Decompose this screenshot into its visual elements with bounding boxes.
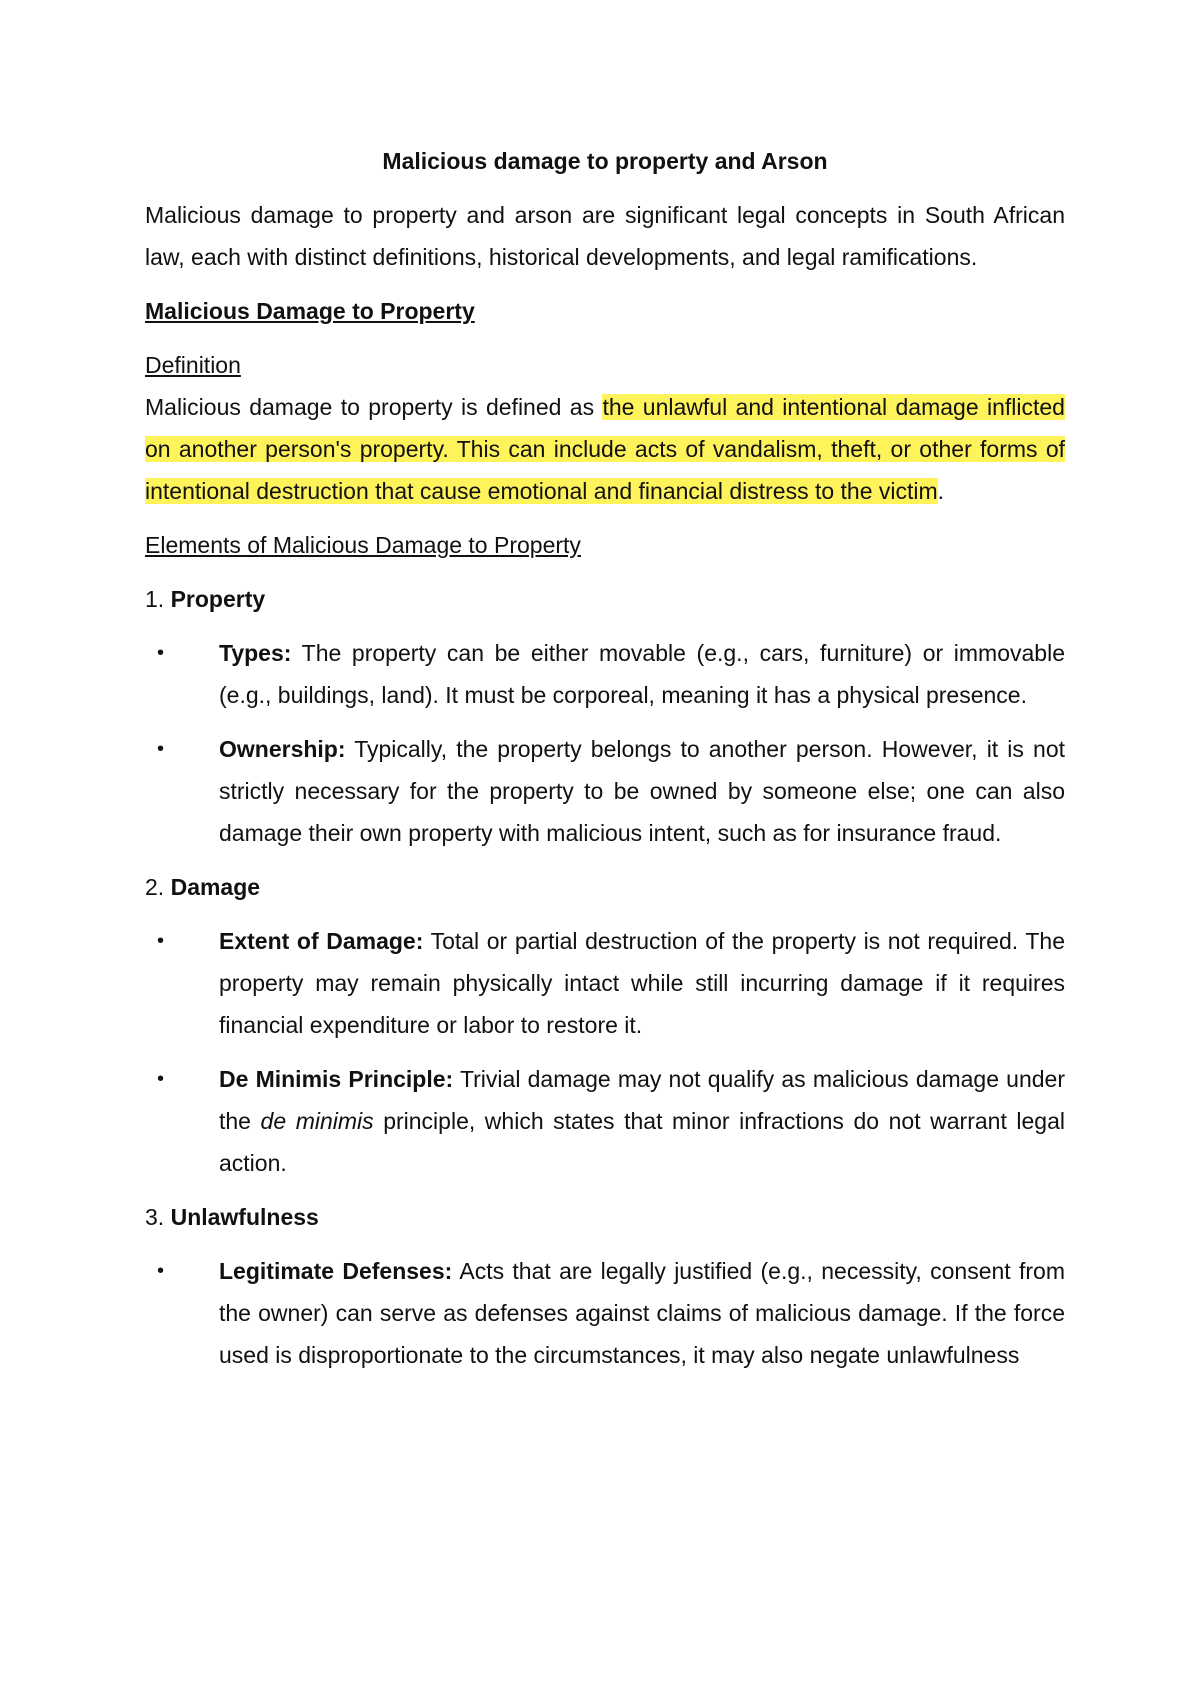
element-name: Unlawfulness	[170, 1204, 319, 1230]
element-heading-property	[145, 578, 1065, 620]
bullet-text: Typically, the property belongs to another person. However, it is not strictly necessary for the property to be owned by someone else; one can also damage their own property with malicious intent, such as for insurance fraud.	[219, 736, 1065, 846]
element-heading-damage	[145, 866, 1065, 908]
bullet-term: Ownership:	[219, 736, 346, 762]
bullet-icon: •	[157, 1068, 165, 1090]
bullet-text-after: principle, which states that minor infractions do not warrant legal action.	[219, 1108, 1066, 1176]
bullet-text: Total or partial destruction of the property is not required. The property may remain physically intact while still incurring damage if it requires financial expenditure or labor to restore it.	[219, 928, 1065, 1038]
element-number: 2.	[145, 874, 165, 900]
bullet-icon: •	[157, 1260, 165, 1282]
definition-paragraph	[145, 386, 1065, 512]
element-name: Property	[170, 586, 266, 612]
bullet-italic-term: de minimis	[260, 1108, 374, 1134]
definition-heading: Definition	[145, 352, 241, 378]
bullet-item	[145, 632, 1065, 716]
intro-paragraph: Malicious damage to property and arson are significant legal concepts in South African law, each with distinct definitions, historical developments, and legal ramifications.	[145, 202, 1065, 270]
bullet-item	[145, 920, 1065, 1046]
bullet-text: The property can be either movable (e.g., cars, furniture) or immovable (e.g., buildings, land). It must be corporeal, meaning it has a physical presence.	[219, 640, 1065, 708]
element-bullets-unlawfulness	[145, 1250, 1065, 1376]
element-bullets-property	[145, 632, 1065, 854]
elements-heading: Elements of Malicious Damage to Property	[145, 532, 581, 558]
element-bullets-damage	[145, 920, 1065, 1184]
bullet-icon: •	[157, 738, 165, 760]
definition-highlight: the unlawful and intentional damage inflicted on another person's property. This can include acts of vandalism, theft, or other forms of intentional destruction that cause emotional and financial distress to the victim	[145, 394, 1065, 504]
document-page	[145, 140, 1065, 1388]
element-heading-unlawfulness	[145, 1196, 1065, 1238]
bullet-icon: •	[157, 642, 165, 664]
element-number: 3.	[145, 1204, 165, 1230]
bullet-item	[145, 1250, 1065, 1376]
section-heading: Malicious Damage to Property	[145, 298, 475, 324]
bullet-item	[145, 728, 1065, 854]
bullet-text: Acts that are legally justified (e.g., necessity, consent from the owner) can serve as defenses against claims of malicious damage. If the force used is disproportionate to the circumstances, it may also negate unlawfulness	[219, 1258, 1065, 1368]
document-title: Malicious damage to property and Arson	[382, 148, 828, 174]
bullet-term: Types:	[219, 640, 292, 666]
definition-text-after: .	[937, 478, 945, 504]
bullet-icon: •	[157, 930, 165, 952]
definition-text-before: Malicious damage to property is defined as	[145, 394, 603, 420]
element-number: 1.	[145, 586, 165, 612]
bullet-term: Legitimate Defenses:	[219, 1258, 453, 1284]
bullet-term: Extent of Damage:	[219, 928, 424, 954]
element-name: Damage	[170, 874, 261, 900]
bullet-term: De Minimis Principle:	[219, 1066, 454, 1092]
bullet-text-before: Trivial damage may not qualify as malicious damage under the	[219, 1066, 1065, 1134]
bullet-item	[145, 1058, 1065, 1184]
